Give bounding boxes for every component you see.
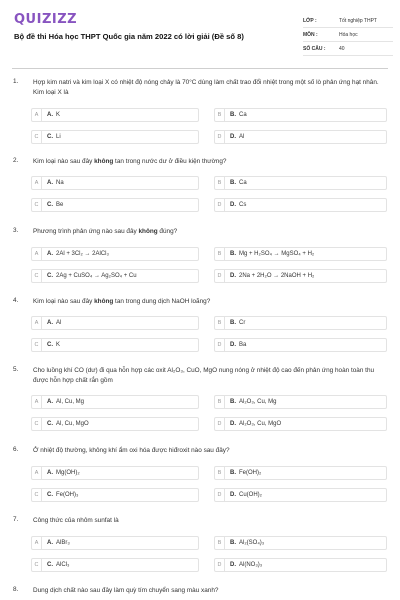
option-b[interactable]: [214, 395, 387, 409]
question-number: 1.: [13, 78, 19, 85]
option-a[interactable]: [31, 316, 199, 330]
option-text: Be: [56, 202, 64, 208]
question-number: 8.: [13, 586, 19, 593]
option-label: A.: [47, 540, 53, 546]
option-text: Fe(OH)₃: [56, 492, 79, 498]
question-number: 4.: [13, 297, 19, 304]
option-label: D.: [230, 562, 236, 568]
option-text: 2Na + 2H₂O → 2NaOH + H₂: [239, 273, 315, 279]
option-label: D.: [230, 342, 236, 348]
option-text: Al₂(SO₄)₃: [239, 540, 265, 546]
option-d[interactable]: [214, 130, 387, 144]
meta-key: MÔN :: [303, 31, 318, 38]
option-text: Al(NO₃)₃: [239, 562, 263, 568]
option-text: Ca: [239, 180, 247, 186]
option-label: C.: [47, 342, 53, 348]
meta-value: 40: [339, 45, 345, 52]
option-letter: B: [215, 108, 225, 122]
option-b[interactable]: [214, 176, 387, 190]
option-label: D.: [230, 273, 236, 279]
option-letter: C: [32, 417, 42, 431]
option-text: 2Al + 3Cl₂ → 2AlCl₃: [56, 251, 109, 257]
option-text: Al: [56, 320, 62, 326]
option-letter: D: [215, 269, 225, 283]
quizizz-logo: QUIZIZZ: [14, 12, 78, 27]
option-text: Cu(OH)₂: [239, 492, 262, 498]
option-text: Cs: [239, 202, 247, 208]
option-c[interactable]: [31, 269, 199, 283]
option-b[interactable]: [214, 108, 387, 122]
option-label: A.: [47, 320, 53, 326]
meta-row-question-count: [303, 42, 393, 56]
option-text: Al₂O₃, Cu, Mg: [239, 399, 277, 405]
option-label: B.: [230, 540, 236, 546]
option-label: B.: [230, 470, 236, 476]
option-label: A.: [47, 470, 53, 476]
option-text: Fe(OH)₂: [239, 470, 262, 476]
option-text: Al: [239, 134, 245, 140]
option-d[interactable]: [214, 198, 387, 212]
question-text: Công thức của nhôm sunfat là: [33, 517, 119, 524]
option-c[interactable]: [31, 338, 199, 352]
option-letter: A: [32, 536, 42, 550]
option-c[interactable]: [31, 130, 199, 144]
page-title: Bộ đề thi Hóa học THPT Quốc gia năm 2022 có lời giải (Đề số 8): [14, 32, 244, 41]
option-letter: C: [32, 269, 42, 283]
option-text: Mg + H₂SO₄ → MgSO₄ + H₂: [239, 251, 315, 257]
option-text: Ba: [239, 342, 247, 348]
option-label: C.: [47, 492, 53, 498]
option-label: B.: [230, 180, 236, 186]
option-letter: B: [215, 466, 225, 480]
option-text: AlBr₃: [56, 540, 70, 546]
option-letter: B: [215, 316, 225, 330]
option-letter: B: [215, 395, 225, 409]
option-label: B.: [230, 112, 236, 118]
option-text: Mg(OH)₂: [56, 470, 80, 476]
option-letter: D: [215, 338, 225, 352]
option-label: D.: [230, 134, 236, 140]
option-b[interactable]: [214, 466, 387, 480]
meta-value: Tốt nghiệp THPT: [339, 17, 377, 24]
question-text: Phương trình phản ứng nào sau đây không đúng?: [33, 228, 178, 235]
option-a[interactable]: [31, 466, 199, 480]
option-text: 2Ag + CuSO₄ → Ag₂SO₄ + Cu: [56, 273, 137, 279]
option-label: C.: [47, 134, 53, 140]
question-number: 5.: [13, 366, 19, 373]
option-letter: C: [32, 198, 42, 212]
option-d[interactable]: [214, 558, 387, 572]
option-label: B.: [230, 399, 236, 405]
option-text: K: [56, 342, 61, 348]
option-letter: B: [215, 247, 225, 261]
option-label: D.: [230, 421, 236, 427]
question-text: Ở nhiệt độ thường, không khí ẩm oxi hóa được hiđroxit nào sau đây?: [33, 447, 230, 454]
question-text: Dung dịch chất nào sau đây làm quỳ tím chuyển sang màu xanh?: [33, 587, 219, 594]
option-text: Al₂O₃, Cu, MgO: [239, 421, 282, 427]
option-letter: D: [215, 417, 225, 431]
header-divider: [12, 68, 388, 69]
question-text: Hợp kim natri và kim loại X có nhiệt độ nóng chảy là 70°C dùng làm chất trao đổi nhiệt trong một số lò phản ứng hạt nhân. Kim loại X là: [33, 79, 379, 96]
option-label: A.: [47, 399, 53, 405]
option-a[interactable]: [31, 176, 199, 190]
option-letter: A: [32, 395, 42, 409]
option-text: Cr: [239, 320, 246, 326]
meta-key: LỚP :: [303, 17, 317, 24]
option-c[interactable]: [31, 198, 199, 212]
question-text: Kim loại nào sau đây không tan trong dung dịch NaOH loãng?: [33, 298, 211, 305]
option-d[interactable]: [214, 338, 387, 352]
option-letter: C: [32, 558, 42, 572]
option-letter: B: [215, 176, 225, 190]
option-text: Na: [56, 180, 64, 186]
option-b[interactable]: [214, 316, 387, 330]
question-number: 2.: [13, 157, 19, 164]
option-letter: A: [32, 176, 42, 190]
option-a[interactable]: [31, 247, 199, 261]
option-letter: C: [32, 488, 42, 502]
option-d[interactable]: [214, 488, 387, 502]
option-letter: A: [32, 247, 42, 261]
option-label: D.: [230, 202, 236, 208]
option-c[interactable]: [31, 488, 199, 502]
option-text: AlCl₃: [56, 562, 70, 568]
question-text: Kim loại nào sau đây không tan trong nước dư ở điều kiện thường?: [33, 158, 227, 165]
option-label: C.: [47, 273, 53, 279]
question-number: 6.: [13, 446, 19, 453]
option-text: Al, Cu, Mg: [56, 399, 85, 405]
meta-row-subject: [303, 28, 393, 42]
option-text: Ca: [239, 112, 247, 118]
option-d[interactable]: [214, 269, 387, 283]
option-letter: C: [32, 130, 42, 144]
question-number: 7.: [13, 516, 19, 523]
option-c[interactable]: [31, 417, 199, 431]
meta-row-class: [303, 14, 393, 28]
option-a[interactable]: [31, 108, 199, 122]
option-text: K: [56, 112, 61, 118]
option-letter: C: [32, 338, 42, 352]
option-text: Al, Cu, MgO: [56, 421, 89, 427]
option-text: Li: [56, 134, 61, 140]
option-letter: D: [215, 198, 225, 212]
option-label: C.: [47, 421, 53, 427]
option-label: C.: [47, 202, 53, 208]
option-letter: A: [32, 108, 42, 122]
option-label: C.: [47, 562, 53, 568]
question-text: Cho luồng khí CO (dư) đi qua hỗn hợp các oxit Al₂O₃, CuO, MgO nung nóng ở nhiệt độ cao đến phản ứng hoàn toàn thu được hỗn hợp chất rắn gồm: [33, 367, 375, 384]
option-label: B.: [230, 320, 236, 326]
option-a[interactable]: [31, 395, 199, 409]
meta-value: Hóa học: [339, 31, 358, 38]
option-label: A.: [47, 112, 53, 118]
option-label: A.: [47, 180, 53, 186]
option-b[interactable]: [214, 247, 387, 261]
option-label: A.: [47, 251, 53, 257]
page-header: [0, 0, 400, 66]
option-letter: D: [215, 558, 225, 572]
question-number: 3.: [13, 227, 19, 234]
option-c[interactable]: [31, 558, 199, 572]
meta-info: [303, 14, 393, 56]
option-letter: A: [32, 316, 42, 330]
option-label: B.: [230, 251, 236, 257]
option-letter: D: [215, 488, 225, 502]
option-d[interactable]: [214, 417, 387, 431]
option-letter: A: [32, 466, 42, 480]
option-a[interactable]: [31, 536, 199, 550]
option-letter: B: [215, 536, 225, 550]
option-letter: D: [215, 130, 225, 144]
meta-key: SỐ CÂU :: [303, 45, 326, 52]
option-label: D.: [230, 492, 236, 498]
option-b[interactable]: [214, 536, 387, 550]
